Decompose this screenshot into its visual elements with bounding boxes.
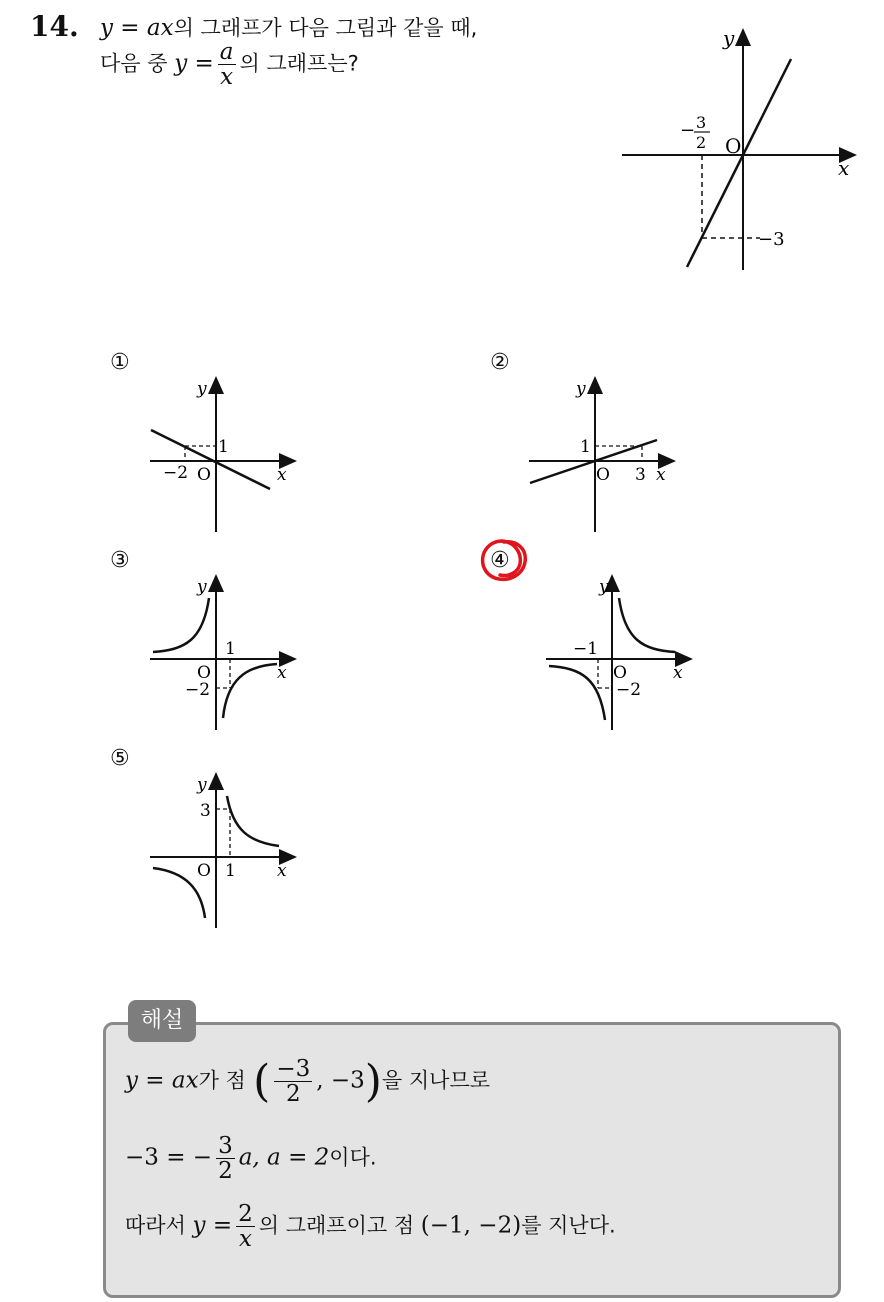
choice-1-origin: O	[197, 465, 211, 485]
choice-4-origin: O	[613, 663, 627, 683]
choice-4-ytick: −2	[616, 680, 642, 700]
choice-4-marker[interactable]: ④	[490, 548, 510, 573]
main-origin-label: O	[725, 134, 742, 158]
choice-1-marker[interactable]: ①	[110, 350, 130, 375]
explanation-line-2	[125, 1134, 377, 1183]
explanation-eq-1: y = ax	[125, 1067, 199, 1094]
choice-2-y-label: y	[576, 379, 586, 399]
choice-1-x-label: x	[277, 465, 287, 485]
explanation-text-1b: 을 지나므로	[381, 1068, 491, 1093]
choice-5-marker[interactable]: ⑤	[110, 746, 130, 771]
main-ytick-label: −3	[758, 229, 785, 250]
question-eq-lhs: y =	[174, 50, 214, 77]
explanation-point-y: , −3	[316, 1067, 365, 1094]
choice-5-origin: O	[197, 861, 211, 881]
main-xtick-sign: −	[680, 120, 696, 141]
choice-3-xtick: 1	[225, 639, 236, 659]
explanation-paren-open: (	[253, 1056, 271, 1107]
question-text-1: 의 그래프가 다음 그림과 같을 때,	[173, 16, 478, 40]
choice-4-x-label: x	[673, 663, 683, 683]
question-text-2-pre: 다음 중	[100, 51, 175, 76]
explanation-text-3a: 따라서	[125, 1213, 193, 1238]
explanation-point: (−1, −2)	[420, 1212, 522, 1239]
choice-2-origin: O	[596, 465, 610, 485]
main-x-label: x	[838, 156, 850, 180]
choice-2-x-label: x	[656, 465, 666, 485]
choice-1-ytick: 1	[218, 437, 229, 457]
choice-1-xtick: −2	[163, 463, 189, 483]
explanation-eq-2-lhs: −3 = −	[125, 1144, 213, 1171]
question-fraction-den: x	[220, 64, 234, 91]
explanation-line-3	[125, 1202, 616, 1251]
explanation-paren-close: )	[364, 1056, 382, 1107]
explanation-tag: 해설	[128, 1000, 196, 1042]
question-line-2	[100, 40, 359, 89]
explanation-frac-1	[274, 1057, 312, 1106]
explanation-eq-3-lhs: y =	[192, 1212, 233, 1239]
choice-2-ytick: 1	[580, 437, 591, 457]
choice-2-xtick: 3	[635, 465, 646, 485]
choice-4-curve-left	[549, 666, 605, 720]
choice-3-curve-right	[223, 664, 277, 718]
explanation-text-3c: 를 지난다.	[521, 1213, 616, 1238]
question-equation: y = ax	[100, 15, 174, 41]
explanation-frac-3-num: 2	[238, 1201, 253, 1227]
explanation-frac-1-num: −3	[276, 1055, 311, 1082]
choice-3-x-label: x	[277, 663, 287, 683]
choice-3-graph	[145, 570, 305, 735]
choice-4-curve-right	[619, 598, 675, 652]
choice-2-graph	[524, 372, 684, 537]
main-graph	[610, 20, 870, 280]
explanation-line-1	[125, 1056, 490, 1107]
choice-5-curve-right	[227, 796, 279, 846]
choice-5-y-label: y	[197, 775, 207, 795]
choice-3-marker[interactable]: ③	[110, 548, 130, 573]
choice-3-curve-left	[153, 598, 209, 652]
choice-3-origin: O	[197, 663, 211, 683]
question-line-1	[100, 12, 477, 42]
choice-5-ytick: 3	[200, 801, 211, 821]
explanation-text-1a: 가 점	[198, 1068, 246, 1093]
explanation-frac-1-den: 2	[285, 1081, 301, 1107]
question-text-2-post: 의 그래프는?	[239, 51, 359, 76]
selection-mark	[478, 536, 530, 586]
explanation-frac-3-den: x	[238, 1226, 252, 1253]
question-number: 14.	[30, 10, 79, 43]
main-y-label: y	[723, 26, 735, 50]
main-xtick-den: 2	[696, 133, 707, 152]
explanation-frac-2	[216, 1134, 235, 1183]
choice-3-ytick: −2	[185, 680, 211, 700]
choice-4-xtick: −1	[573, 639, 599, 659]
choice-5-xtick: 1	[225, 861, 236, 881]
explanation-text-3b: 의 그래프이고 점	[258, 1213, 421, 1238]
choice-5-graph	[145, 768, 305, 933]
explanation-text-2: 이다.	[329, 1145, 377, 1170]
choice-4-graph	[541, 570, 701, 735]
explanation-frac-3	[236, 1202, 255, 1251]
choice-1-graph	[145, 372, 305, 537]
choice-1-y-label: y	[197, 379, 207, 399]
choice-3-y-label: y	[197, 577, 207, 597]
explanation-frac-2-num: 3	[218, 1133, 233, 1159]
explanation-eq-2-rhs: a, a = 2	[238, 1144, 330, 1171]
explanation-frac-2-den: 2	[218, 1158, 233, 1185]
choice-4-y-label: y	[599, 577, 609, 597]
main-xtick-num: 3	[696, 113, 707, 132]
choice-2-marker[interactable]: ②	[490, 350, 510, 375]
choice-5-x-label: x	[277, 861, 287, 881]
question-fraction	[218, 40, 236, 89]
question-fraction-num: a	[219, 39, 234, 65]
